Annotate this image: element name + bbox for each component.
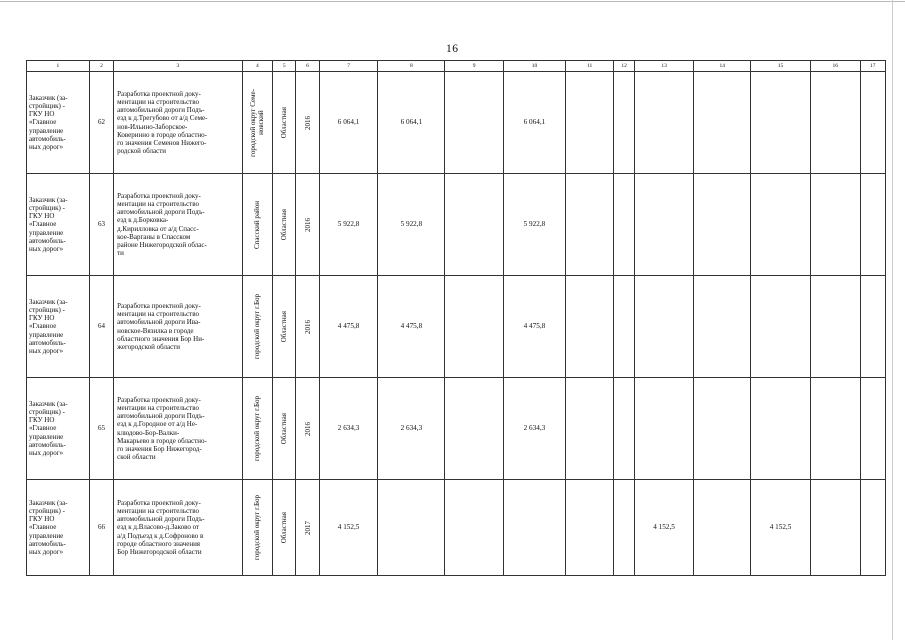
year-cell (296, 378, 319, 480)
amount-cell-13 (634, 72, 694, 174)
amount-cell-16 (810, 378, 860, 480)
amount-cell-13 (634, 276, 694, 378)
budget-cell-text: Областная (280, 208, 289, 241)
district-cell (242, 72, 272, 174)
year-cell-text: 2016 (303, 217, 312, 232)
year-cell-text: 2016 (303, 319, 312, 334)
amount-cell-14 (694, 174, 751, 276)
column-number-10: 10 (504, 61, 566, 72)
year-cell (296, 276, 319, 378)
district-cell (242, 480, 272, 576)
budget-cell (273, 378, 296, 480)
column-number-2: 2 (89, 61, 113, 72)
amount-cell-14 (694, 72, 751, 174)
district-cell-text: городской округ г.Бор (253, 396, 262, 461)
column-number-5: 5 (273, 61, 296, 72)
column-number-11: 11 (565, 61, 614, 72)
column-number-7: 7 (319, 61, 378, 72)
year-cell-text: 2016 (303, 421, 312, 436)
customer-cell: Заказчик (за- стройщик) - ГКУ НО «Главное управление автомобиль- ных дорог» (27, 276, 90, 378)
amount-cell-16 (810, 72, 860, 174)
budget-cell-text: Областная (280, 412, 289, 445)
column-number-15: 15 (751, 61, 811, 72)
amount-cell-15 (751, 378, 811, 480)
page-right-edge (892, 0, 893, 640)
amount-cell-12 (614, 276, 634, 378)
description-cell: Разработка проектной доку- ментации на строительство автомобильной дороги Подъ- езд к д.Городное от а/д Не- клюдово-Бор-Валки- Макарьево в городе областно- го значения Бор Нижегород- ской области (114, 378, 243, 480)
column-number-8: 8 (378, 61, 445, 72)
district-cell-text: городской округ Семе- новский (249, 88, 266, 157)
amount-cell-16 (810, 174, 860, 276)
amount-cell-12 (614, 480, 634, 576)
column-number-4: 4 (242, 61, 272, 72)
description-cell: Разработка проектной доку- ментации на строительство автомобильной дороги Подъ- езд к д.Трегубово от а/д Семе- нов-Ильино-Заборское- Коверинно в городе областно- го значения Семенов Нижего- родской области (114, 72, 243, 174)
table-row (27, 174, 886, 276)
column-number-16: 16 (810, 61, 860, 72)
amount-cell-9 (445, 72, 504, 174)
amount-cell-12 (614, 174, 634, 276)
column-number-13: 13 (634, 61, 694, 72)
year-cell-text: 2016 (303, 115, 312, 130)
customer-cell: Заказчик (за- стройщик) - ГКУ НО «Главное управление автомобиль- ных дорог» (27, 174, 90, 276)
row-number-cell: 64 (89, 276, 113, 378)
description-cell: Разработка проектной доку- ментации на строительство автомобильной дороги Подъ- езд к д.Власово-д.Заково от а/д Подъезд к д.Софроново в городе областного значения Бор Нижегородской области (114, 480, 243, 576)
budget-cell (273, 174, 296, 276)
amount-cell-9 (445, 174, 504, 276)
district-cell (242, 174, 272, 276)
row-number-cell: 63 (89, 174, 113, 276)
amount-cell-7: 6 064,1 (319, 72, 378, 174)
year-cell-text: 2017 (303, 520, 312, 535)
column-number-9: 9 (445, 61, 504, 72)
amount-cell-8: 5 922,8 (378, 174, 445, 276)
row-number-cell: 65 (89, 378, 113, 480)
amount-cell-17 (860, 480, 885, 576)
amount-cell-15 (751, 72, 811, 174)
district-cell (242, 276, 272, 378)
budget-cell-text: Областная (280, 511, 289, 544)
budget-cell-text: Областная (280, 310, 289, 343)
amount-cell-11 (565, 378, 614, 480)
amount-cell-15: 4 152,5 (751, 480, 811, 576)
year-cell (296, 174, 319, 276)
column-number-6: 6 (296, 61, 319, 72)
table-row (27, 378, 886, 480)
amount-cell-12 (614, 378, 634, 480)
budget-cell (273, 276, 296, 378)
amount-cell-9 (445, 480, 504, 576)
column-number-17: 17 (860, 61, 885, 72)
amount-cell-11 (565, 480, 614, 576)
district-cell-text: городской округ г.Бор (253, 495, 262, 560)
description-cell: Разработка проектной доку- ментации на строительство автомобильной дороги Подъ- езд к д.Борковка- д.Кирилловка от а/д Спасс- кое-Варганы в Спасском районе Нижегородской облас- ти (114, 174, 243, 276)
amount-cell-14 (694, 378, 751, 480)
amount-cell-9 (445, 378, 504, 480)
amount-cell-14 (694, 480, 751, 576)
page-number: 16 (446, 43, 459, 55)
amount-cell-13 (634, 174, 694, 276)
year-cell (296, 72, 319, 174)
amount-cell-16 (810, 480, 860, 576)
district-cell-text: городской округ г.Бор (253, 294, 262, 359)
budget-cell (273, 72, 296, 174)
amount-cell-13: 4 152,5 (634, 480, 694, 576)
table-row (27, 72, 886, 174)
row-number-cell: 66 (89, 480, 113, 576)
column-number-1: 1 (27, 61, 90, 72)
amount-cell-10: 2 634,3 (504, 378, 566, 480)
budget-cell (273, 480, 296, 576)
page-top-edge (0, 1, 905, 2)
amount-cell-15 (751, 276, 811, 378)
table-row (27, 480, 886, 576)
amount-cell-11 (565, 72, 614, 174)
amount-cell-10: 5 922,8 (504, 174, 566, 276)
customer-cell: Заказчик (за- стройщик) - ГКУ НО «Главное управление автомобиль- ных дорог» (27, 72, 90, 174)
amount-cell-8: 2 634,3 (378, 378, 445, 480)
amount-cell-17 (860, 276, 885, 378)
amount-cell-12 (614, 72, 634, 174)
amount-cell-17 (860, 174, 885, 276)
amount-cell-14 (694, 276, 751, 378)
district-cell-text: Спасский район (253, 200, 262, 249)
amount-cell-17 (860, 378, 885, 480)
description-cell: Разработка проектной доку- ментации на строительство автомобильной дороги Ива- новское-Вязилка в городе областного значения Бор Ни- жегородской области (114, 276, 243, 378)
amount-cell-13 (634, 378, 694, 480)
column-number-3: 3 (114, 61, 243, 72)
works-table (26, 60, 886, 576)
header-row (27, 61, 886, 72)
district-cell (242, 378, 272, 480)
amount-cell-10: 4 475,8 (504, 276, 566, 378)
amount-cell-8: 4 475,8 (378, 276, 445, 378)
amount-cell-11 (565, 174, 614, 276)
year-cell (296, 480, 319, 576)
amount-cell-15 (751, 174, 811, 276)
customer-cell: Заказчик (за- стройщик) - ГКУ НО «Главное управление автомобиль- ных дорог» (27, 378, 90, 480)
amount-cell-11 (565, 276, 614, 378)
amount-cell-10 (504, 480, 566, 576)
amount-cell-7: 5 922,8 (319, 174, 378, 276)
amount-cell-7: 2 634,3 (319, 378, 378, 480)
amount-cell-16 (810, 276, 860, 378)
amount-cell-8 (378, 480, 445, 576)
amount-cell-10: 6 064,1 (504, 72, 566, 174)
column-number-12: 12 (614, 61, 634, 72)
budget-cell-text: Областная (280, 106, 289, 139)
amount-cell-17 (860, 72, 885, 174)
table-row (27, 276, 886, 378)
amount-cell-9 (445, 276, 504, 378)
column-number-14: 14 (694, 61, 751, 72)
amount-cell-8: 6 064,1 (378, 72, 445, 174)
customer-cell: Заказчик (за- стройщик) - ГКУ НО «Главное управление автомобиль- ных дорог» (27, 480, 90, 576)
amount-cell-7: 4 475,8 (319, 276, 378, 378)
amount-cell-7: 4 152,5 (319, 480, 378, 576)
row-number-cell: 62 (89, 72, 113, 174)
